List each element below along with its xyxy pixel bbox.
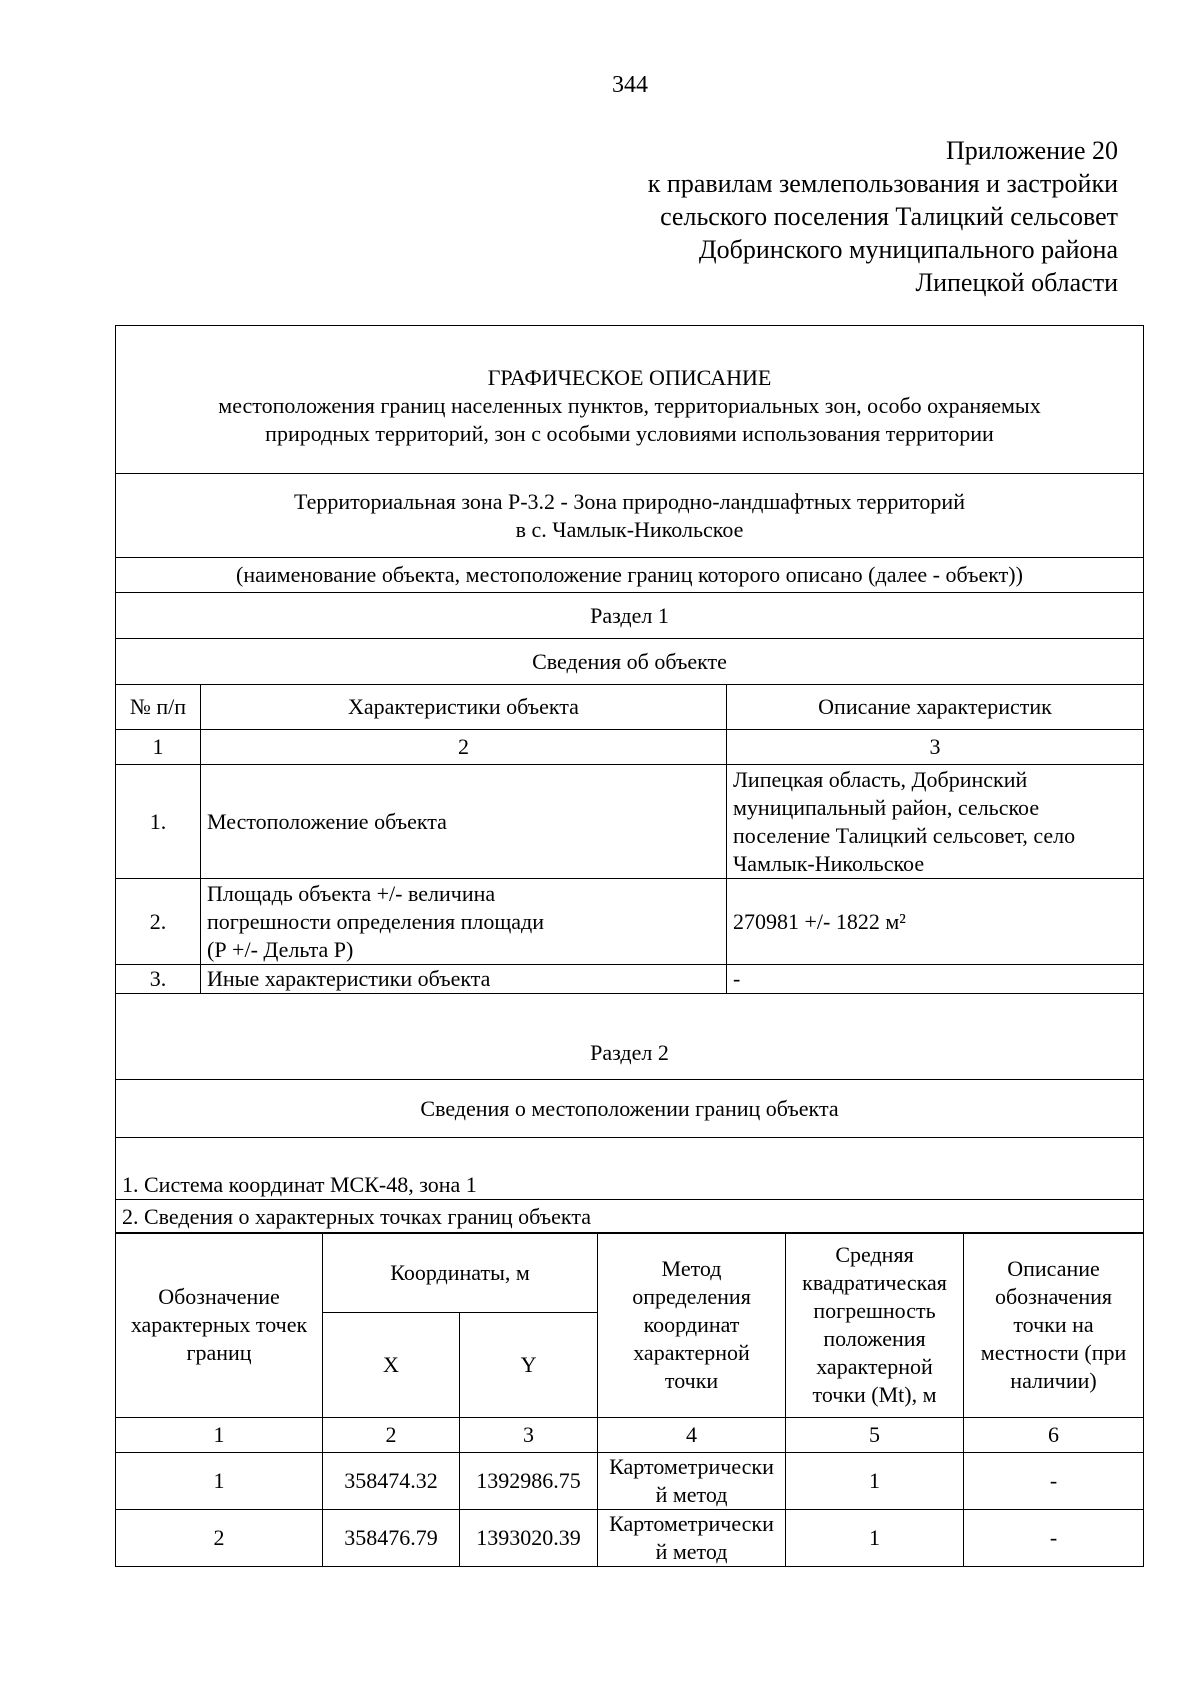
header-designation: [116, 1233, 323, 1418]
header-line: квадратическая: [802, 1270, 947, 1295]
header-line: местности (при: [980, 1340, 1127, 1365]
object-caption: (наименование объекта, местоположение границ которого описано (далее - объект)): [116, 558, 1144, 593]
description-line: Липецкая область, Добринский: [733, 766, 1028, 792]
column-number: 5: [786, 1418, 964, 1453]
point-y: 1392986.75: [460, 1453, 598, 1510]
header-line: Метод: [661, 1256, 722, 1281]
points-header-row: [116, 1233, 1144, 1313]
point-description: -: [964, 1453, 1144, 1510]
characteristic-line: погрешности определения площади: [207, 908, 545, 934]
header-line: положения: [823, 1326, 926, 1351]
header-line: Обозначение: [158, 1284, 280, 1309]
point-description: -: [964, 1510, 1144, 1567]
header-line: погрешность: [813, 1298, 936, 1323]
column-number: 3: [727, 730, 1144, 765]
column-number: 2: [201, 730, 727, 765]
header-line: характерных точек: [130, 1312, 308, 1337]
column-number: 3: [460, 1418, 598, 1453]
points-table: [115, 1232, 1144, 1567]
appendix-line: Приложение 20: [945, 136, 1118, 165]
description-line: поселение Талицкий сельсовет, село: [733, 822, 1076, 848]
header-line: характерной: [633, 1340, 750, 1365]
section2-subtitle-row: [116, 1080, 1144, 1138]
header-coordinates: Координаты, м: [323, 1233, 598, 1313]
table-header-row: [116, 685, 1144, 730]
row-description: [727, 765, 1144, 879]
header-line: Средняя: [835, 1242, 914, 1267]
object-name-line: Территориальная зона Р-3.2 - Зона природно-ландшафтных территорий: [294, 488, 965, 514]
object-name: [116, 474, 1144, 558]
row-characteristic: [201, 879, 727, 965]
section1-title: Раздел 1: [116, 593, 1144, 639]
section2-title-row: [116, 994, 1144, 1080]
column-number-row: [116, 1418, 1144, 1453]
table-row: [116, 965, 1144, 994]
row-number: 2.: [116, 879, 201, 965]
description-line: Чамлык-Никольское: [733, 850, 925, 876]
title-row: [116, 326, 1144, 474]
header-line: точки (Mt), м: [812, 1382, 937, 1407]
header-description: [964, 1233, 1144, 1418]
column-header: Описание характеристик: [727, 685, 1144, 730]
point-method: [598, 1510, 786, 1567]
header-line: наличии): [1010, 1368, 1097, 1393]
point-x: 358474.32: [323, 1453, 460, 1510]
column-header: № п/п: [116, 685, 201, 730]
characteristic-line: Иные характеристики объекта: [207, 966, 491, 991]
object-name-row: [116, 474, 1144, 558]
appendix-header: [648, 134, 1118, 299]
header-line: характерной: [816, 1354, 933, 1379]
coord-system: 1. Система координат МСК-48, зона 1: [116, 1138, 1144, 1200]
point-id: 1: [116, 1453, 323, 1510]
description-line: муниципальный район, сельское: [733, 794, 1040, 820]
header-line: обозначения: [994, 1284, 1113, 1309]
column-number: 1: [116, 730, 201, 765]
section1-subtitle-row: [116, 639, 1144, 685]
table-row: [116, 1453, 1144, 1510]
header-line: определения: [632, 1284, 751, 1309]
section2-title: Раздел 2: [116, 994, 1144, 1080]
section2-subtitle: Сведения о местоположении границ объекта: [116, 1080, 1144, 1138]
method-line: Картометрически: [609, 1454, 774, 1479]
point-id: 2: [116, 1510, 323, 1567]
document-title: [116, 326, 1144, 474]
row-characteristic: [201, 765, 727, 879]
method-line: Картометрически: [609, 1511, 774, 1536]
column-header: Характеристики объекта: [201, 685, 727, 730]
column-number: 4: [598, 1418, 786, 1453]
description-line: -: [733, 966, 741, 991]
row-number: 3.: [116, 965, 201, 994]
point-y: 1393020.39: [460, 1510, 598, 1567]
object-caption-row: [116, 558, 1144, 593]
header-line: точки на: [1013, 1312, 1094, 1337]
object-name-line: в с. Чамлык-Никольское: [515, 516, 744, 542]
table-row: [116, 879, 1144, 965]
characteristic-line: Площадь объекта +/- величина: [207, 880, 496, 906]
title-subtitle: местоположения границ населенных пунктов, территориальных зон, особо охраняемых: [218, 392, 1041, 418]
title-main: ГРАФИЧЕСКОЕ ОПИСАНИЕ: [487, 364, 772, 390]
header-line: границ: [186, 1340, 252, 1365]
appendix-line: Добринского муниципального района: [698, 235, 1118, 264]
point-x: 358476.79: [323, 1510, 460, 1567]
row-description: [727, 965, 1144, 994]
column-number-row: [116, 730, 1144, 765]
header-accuracy: [786, 1233, 964, 1418]
header-x: X: [323, 1313, 460, 1418]
column-number: 1: [116, 1418, 323, 1453]
method-line: й метод: [655, 1539, 728, 1564]
row-description: [727, 879, 1144, 965]
table-row: [116, 765, 1144, 879]
points-caption-row: [116, 1200, 1144, 1234]
description-line: 270981 +/- 1822 м²: [733, 908, 906, 934]
row-characteristic: [201, 965, 727, 994]
header-method: [598, 1233, 786, 1418]
point-mt: 1: [786, 1453, 964, 1510]
points-caption: 2. Сведения о характерных точках границ объекта: [116, 1200, 1144, 1234]
coord-system-row: [116, 1138, 1144, 1200]
point-mt: 1: [786, 1510, 964, 1567]
column-number: 6: [964, 1418, 1144, 1453]
method-line: й метод: [655, 1482, 728, 1507]
appendix-line: к правилам землепользования и застройки: [647, 169, 1118, 198]
section1-subtitle: Сведения об объекте: [116, 639, 1144, 685]
page-number: 344: [612, 72, 648, 98]
appendix-line: Липецкой области: [915, 268, 1118, 297]
header-line: Описание: [1007, 1256, 1100, 1281]
characteristic-line: Местоположение объекта: [207, 808, 447, 834]
column-number: 2: [323, 1418, 460, 1453]
point-method: [598, 1453, 786, 1510]
header-line: координат: [643, 1312, 740, 1337]
header-line: точки: [664, 1368, 719, 1393]
characteristic-line: (Р +/- Дельта Р): [207, 936, 354, 962]
description-table: [115, 325, 1144, 1234]
table-row: [116, 1510, 1144, 1567]
header-y: Y: [460, 1313, 598, 1418]
title-subtitle: природных территорий, зон с особыми условиями использования территории: [265, 420, 994, 446]
row-number: 1.: [116, 765, 201, 879]
appendix-line: сельского поселения Талицкий сельсовет: [660, 202, 1118, 231]
section1-title-row: [116, 593, 1144, 639]
